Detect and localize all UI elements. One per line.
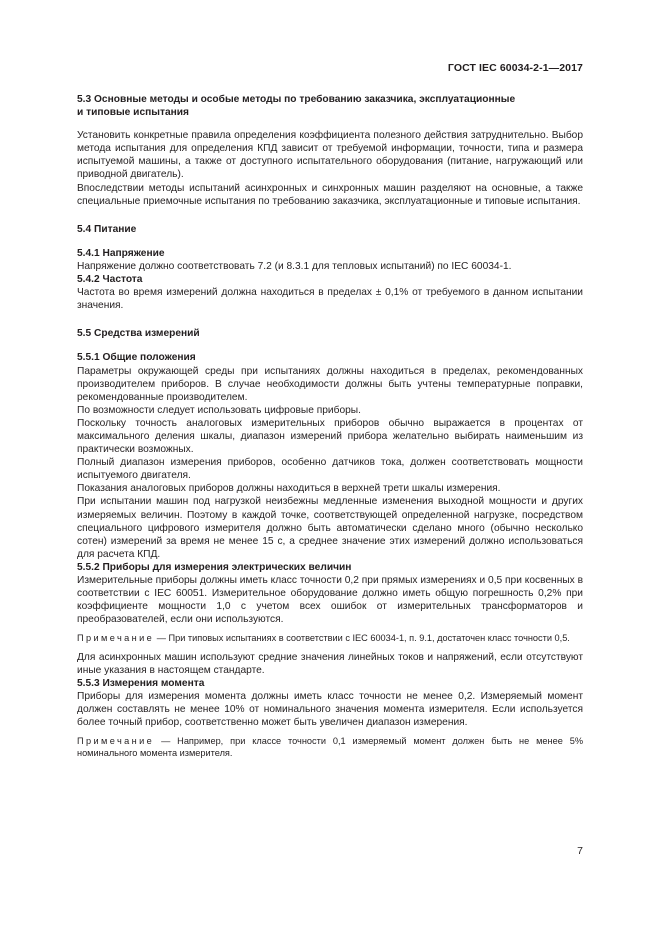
section-5-5-2-heading: 5.5.2 Приборы для измерения электрических величин — [77, 561, 352, 573]
section-5-5-heading: 5.5 Средства измерений — [77, 328, 200, 340]
section-5-3-paragraph-2 — [77, 182, 583, 208]
section-5-5-2-paragraph-1: Измерительные приборы должны иметь класс точности 0,2 при прямых измерениях и 0,5 при косвенных в соответствии с IEC 60051. Измерительное оборудование должно иметь общую погрешность 0,2% при коэффициенте мощности 1,0 с учетом всех ошибок от измерительных трансформаторов и преобразователей, если они используются. — [77, 575, 583, 626]
section-5-3-paragraph-1 — [77, 129, 583, 181]
page-content — [77, 93, 583, 760]
section-5-5-3-note — [77, 735, 583, 759]
section-5-5-1-paragraph-5: Показания аналоговых приборов должны находиться в верхней трети шкалы измерения. — [77, 483, 501, 495]
section-5-5-1-paragraph-1: Параметры окружающей среды при испытаниях должны находиться в пределах, рекомендованных производителем приборов. В случае необходимости должны быть учтены температурные поправки, рекомендованные производителем. — [77, 365, 583, 403]
section-5-5-1-paragraph-6: При испытании машин под нагрузкой неизбежны медленные изменения выходной мощности и других измеряемых величин. Поэтому в каждой точке, соответствующей определенной нагрузке, посредством специального цифрового измерителя должно быть автоматически сделано много (обычно несколько сотен) измерений за время не менее 15 с, а среднее значение этих измерений должно использоваться для расчета КПД. — [77, 496, 583, 560]
section-5-3-title-line1: 5.3 Основные методы и особые методы по требованию заказчика, эксплуатационные — [77, 94, 516, 105]
section-5-5-3-heading: 5.5.3 Измерения момента — [77, 677, 205, 689]
section-5-5-1-paragraph-3: Поскольку точность аналоговых измерительных приборов обычно выражается в процентах от максимального деления шкалы, диапазон измерений прибора желательно выбирать наименьшим из практически возможных. — [77, 417, 583, 456]
section-5-5-1-heading: 5.5.1 Общие положения — [77, 352, 196, 364]
section-5-4-1-heading: 5.4.1 Напряжение — [77, 247, 165, 259]
note-label: Примечание — [77, 736, 155, 747]
page-number: 7 — [577, 845, 583, 857]
section-5-3-paragraph-1-text: Установить конкретные правила определения коэффициента полезного действия затруднительно. Выбор метода испытания для определения КПД зависит от требуемой информации, точности, типа и размера испытуемой машины, а также от доступного испытательного оборудования (питание, нагружающий или приводной двигатель). — [77, 130, 583, 181]
section-5-3-title-line2: и типовые испытания — [77, 107, 189, 119]
section-5-5-2-paragraph-2: Для асинхронных машин используют средние значения линейных токов и напряжений, если отсутствуют иные указания в настоящем стандарте. — [77, 651, 583, 676]
note-label: Примечание — [77, 633, 155, 644]
note-text: — Например, при классе точности 0,1 измеряемый момент должен быть не менее 5% номинального момента измерителя. — [77, 736, 583, 759]
section-5-5-1-paragraph-4: Полный диапазон измерения приборов, особенно датчиков тока, должен соответствовать мощности испытуемого двигателя. — [77, 457, 583, 482]
section-5-4-2-heading: 5.4.2 Частота — [77, 274, 143, 286]
standard-header: ГОСТ IEC 60034-2-1—2017 — [447, 62, 583, 74]
section-5-4-heading: 5.4 Питание — [77, 223, 137, 235]
section-5-5-1-paragraph-2: По возможности следует использовать цифровые приборы. — [77, 404, 361, 416]
section-5-3-paragraph-2-text: Впоследствии методы испытаний асинхронных и синхронных машин разделяют на основные, а также специальные приемочные испытания по требованию заказчика, эксплуатационные и типовые испытания. — [77, 182, 583, 207]
section-5-4-2-paragraph: Частота во время измерений должна находиться в пределах ± 0,1% от требуемого в данном испытании значения. — [77, 287, 583, 312]
section-5-4-1-paragraph: Напряжение должно соответствовать 7.2 (и 8.3.1 для тепловых испытаний) по IEC 60034-1. — [77, 260, 512, 272]
note-text: — При типовых испытаниях в соответствии с IEC 60034-1, п. 9.1, достаточен класс точности 0,5. — [154, 633, 570, 644]
section-5-5-2-note — [77, 632, 583, 644]
section-5-5-3-paragraph-1: Приборы для измерения момента должны иметь класс точности не менее 0,2. Измеряемый момент должен составлять не менее 10% от номинального значения момента измерителя. Если используется более точный прибор, соответственно может быть увеличен диапазон измерения. — [77, 690, 583, 729]
section-5-3-heading — [77, 93, 583, 119]
